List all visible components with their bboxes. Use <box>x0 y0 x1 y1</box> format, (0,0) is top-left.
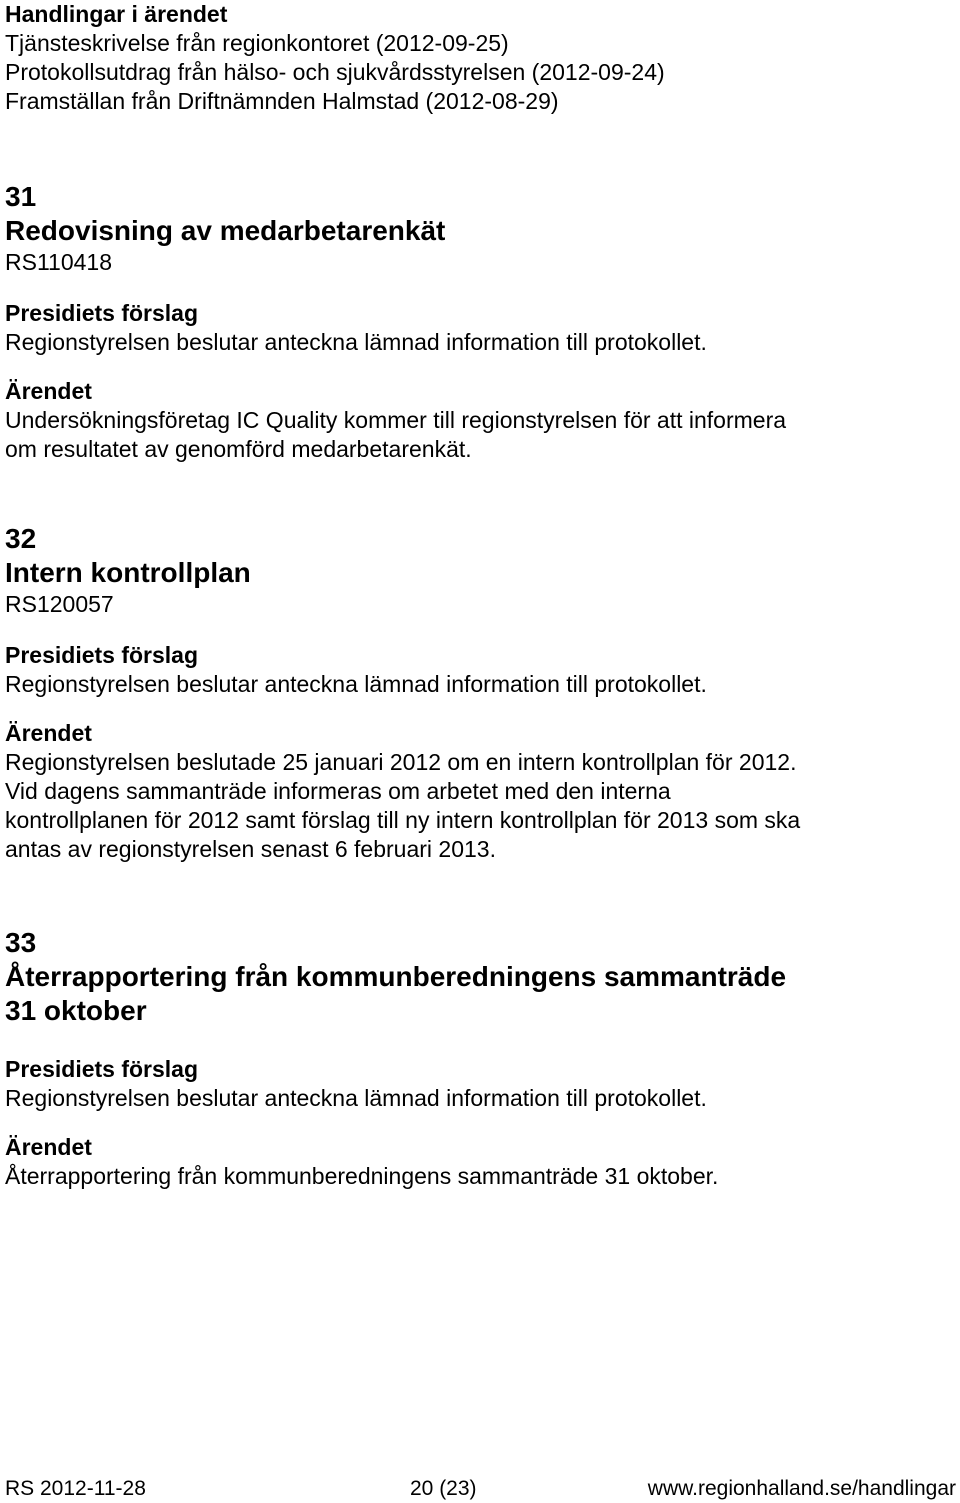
footer-date: RS 2012-11-28 <box>5 1477 146 1500</box>
matter-heading: Ärendet <box>5 720 92 746</box>
item-title: Intern kontrollplan <box>5 557 251 588</box>
proposal-heading: Presidiets förslag <box>5 1056 199 1082</box>
document-page <box>5 0 955 1191</box>
agenda-item-31 <box>5 180 955 464</box>
matter-heading: Ärendet <box>5 378 92 404</box>
proposal-heading: Presidiets förslag <box>5 642 199 668</box>
matter-text: Återrapportering från kommunberedningens sammanträde 31 oktober. <box>5 1163 719 1189</box>
proposal-text: Regionstyrelsen beslutar anteckna lämnad information till protokollet. <box>5 1085 707 1111</box>
document-item: Tjänsteskrivelse från regionkontoret (2012-09-25) <box>5 30 509 56</box>
proposal-text: Regionstyrelsen beslutar anteckna lämnad information till protokollet. <box>5 329 707 355</box>
documents-heading: Handlingar i ärendet <box>5 1 228 27</box>
item-dnr: RS110418 <box>5 249 112 275</box>
document-item: Framställan från Driftnämnden Halmstad (2012-08-29) <box>5 88 559 114</box>
item-number: 32 <box>5 523 37 554</box>
matter-text: Undersökningsföretag IC Quality kommer till regionstyrelsen för att informera <box>5 407 787 433</box>
matter-text: Vid dagens sammanträde informeras om arbetet med den interna <box>5 778 671 804</box>
documents-section <box>5 0 955 116</box>
matter-text: kontrollplanen för 2012 samt förslag till ny intern kontrollplan för 2013 som ska <box>5 807 801 833</box>
matter-heading: Ärendet <box>5 1134 92 1160</box>
matter-text: om resultatet av genomförd medarbetarenkät. <box>5 436 472 462</box>
agenda-item-33 <box>5 926 955 1191</box>
item-title: 31 oktober <box>5 995 147 1026</box>
matter-text: antas av regionstyrelsen senast 6 februari 2013. <box>5 836 496 862</box>
item-number: 33 <box>5 927 37 958</box>
matter-text: Regionstyrelsen beslutade 25 januari 2012 om en intern kontrollplan för 2012. <box>5 749 797 775</box>
proposal-text: Regionstyrelsen beslutar anteckna lämnad information till protokollet. <box>5 671 707 697</box>
item-number: 31 <box>5 181 37 212</box>
item-title: Redovisning av medarbetarenkät <box>5 215 446 246</box>
footer-url-link[interactable]: www.regionhalland.se/handlingar <box>647 1477 956 1500</box>
proposal-heading: Presidiets förslag <box>5 300 199 326</box>
item-title: Återrapportering från kommunberedningens sammanträde <box>5 961 787 992</box>
page-footer <box>5 1474 956 1503</box>
document-item: Protokollsutdrag från hälso- och sjukvårdsstyrelsen (2012-09-24) <box>5 59 665 85</box>
agenda-item-32 <box>5 522 955 864</box>
item-dnr: RS120057 <box>5 591 114 617</box>
footer-page-number: 20 (23) <box>410 1477 477 1500</box>
